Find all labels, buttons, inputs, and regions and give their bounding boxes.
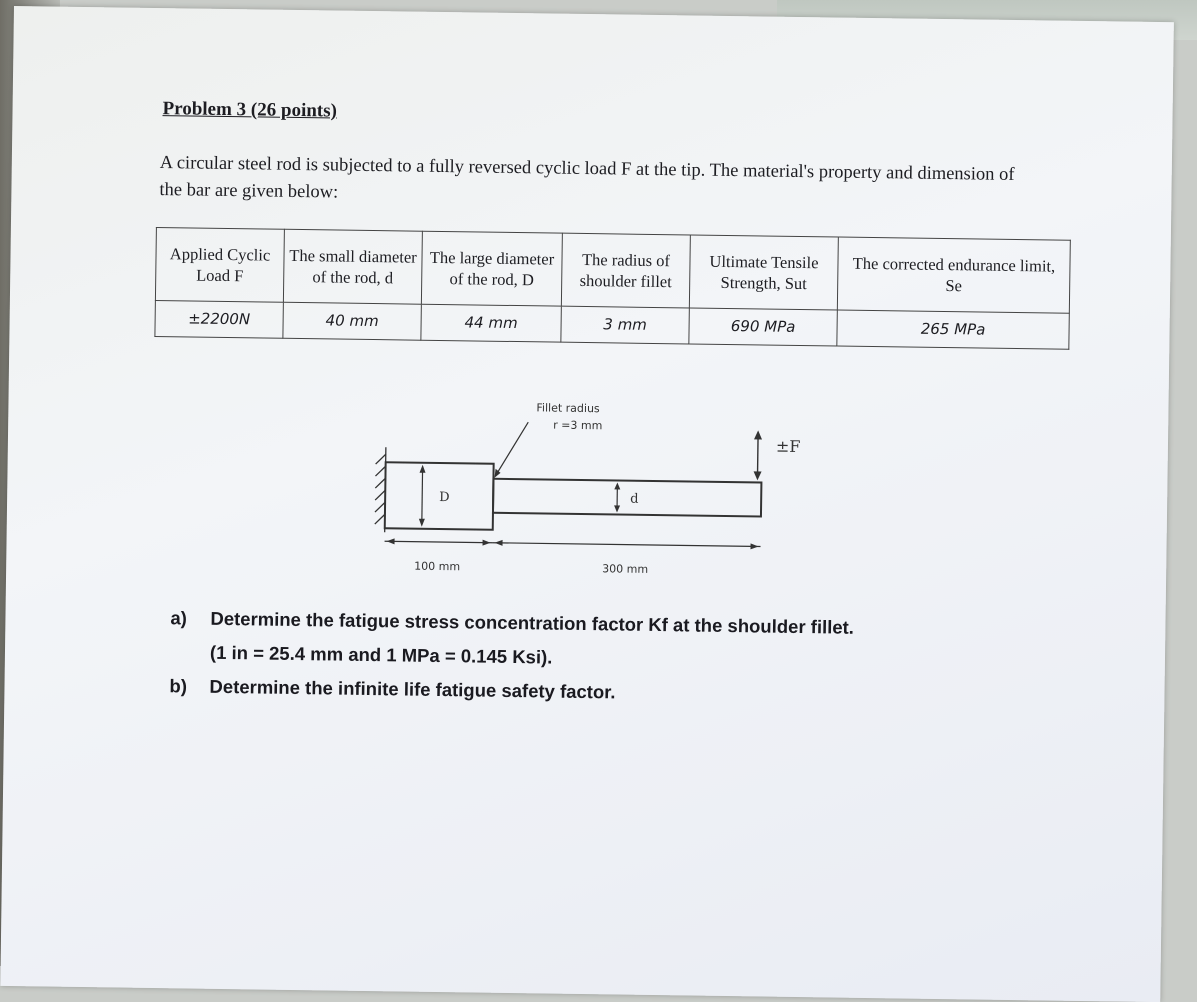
small-section	[493, 479, 761, 517]
header-fillet-radius: The radius of shoulder fillet	[561, 233, 690, 308]
arrow-icon	[495, 540, 503, 546]
value-fillet-radius: 3 mm	[561, 306, 689, 344]
fillet-radius-label: r =3 mm	[553, 419, 602, 433]
small-length-dimension	[493, 543, 761, 547]
arrow-icon	[494, 469, 500, 478]
question-b-text: Determine the infinite life fatigue safety factor.	[209, 670, 615, 710]
value-endurance-limit: 265 MPa	[837, 310, 1069, 349]
arrow-icon	[387, 538, 395, 544]
questions-list	[169, 601, 1010, 715]
large-length-label: 100 mm	[414, 560, 460, 574]
question-a-text: Determine the fatigue stress concentration factor Kf at the shoulder fillet.	[210, 602, 854, 645]
stepped-rod-diagram	[366, 392, 869, 604]
problem-intro: A circular steel rod is subjected to a fully reversed cyclic load F at the tip. The material's property and dimension of the bar are given below:	[159, 150, 1040, 216]
arrow-icon	[614, 482, 620, 489]
arrow-icon	[753, 471, 761, 480]
problem-title: Problem 3 (26 points)	[162, 98, 337, 122]
header-ultimate-strength: Ultimate Tensile Strength, Sut	[689, 235, 838, 310]
header-large-diameter: The large diameter of the rod, D	[421, 231, 562, 306]
arrow-icon	[420, 465, 426, 473]
large-length-dimension	[385, 541, 493, 543]
load-arrow	[757, 433, 758, 477]
paper-sheet	[0, 6, 1174, 1002]
large-diameter-dimension	[422, 467, 423, 525]
value-ultimate-strength: 690 MPa	[689, 308, 837, 346]
arrow-icon	[754, 430, 762, 439]
arrow-icon	[419, 519, 425, 527]
value-small-diameter: 40 mm	[283, 302, 421, 340]
question-a-letter: a)	[170, 601, 210, 636]
arrow-icon	[750, 543, 758, 549]
properties-table	[154, 227, 1070, 350]
load-label: ±F	[776, 437, 801, 456]
small-length-label: 300 mm	[602, 562, 648, 576]
fillet-leader-line	[495, 422, 528, 476]
value-load: ±2200N	[155, 301, 283, 339]
header-small-diameter: The small diameter of the rod, d	[283, 229, 422, 304]
question-b-letter: b)	[169, 669, 209, 704]
fillet-label: Fillet radius	[536, 401, 600, 415]
table-header-row	[155, 228, 1070, 314]
value-large-diameter: 44 mm	[421, 304, 561, 342]
header-load: Applied Cyclic Load F	[155, 228, 284, 303]
large-diameter-label: D	[439, 490, 450, 505]
arrow-icon	[483, 540, 491, 546]
small-diameter-label: d	[630, 492, 639, 507]
question-a-conversion: (1 in = 25.4 mm and 1 MPa = 0.145 Ksi).	[170, 635, 1010, 681]
header-endurance-limit: The corrected endurance limit, Se	[837, 237, 1070, 313]
document-content	[139, 96, 1048, 749]
arrow-icon	[614, 505, 620, 512]
